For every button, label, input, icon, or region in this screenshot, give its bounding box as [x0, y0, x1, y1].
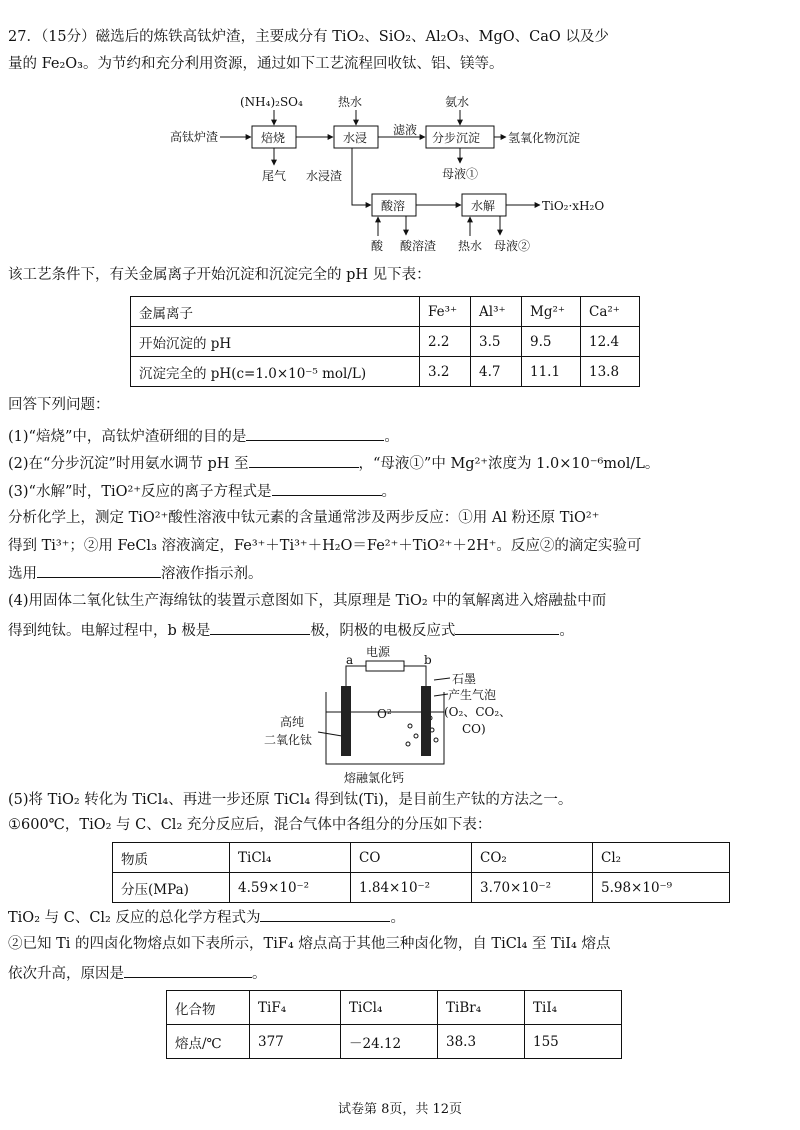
box-roast-label: 焙烧	[261, 131, 286, 145]
mp-cell: 377	[250, 1025, 341, 1059]
gases-line-1: (O₂、CO₂、	[444, 705, 512, 719]
table-row	[113, 873, 730, 903]
mp-cell: 熔点/℃	[167, 1025, 250, 1059]
power-source-label: 电源	[366, 645, 391, 659]
box-acid-dissolve-label: 酸溶	[381, 199, 406, 213]
ph-cell: 沉淀完全的 pH(c=1.0×10⁻⁵ mol/L)	[131, 357, 420, 387]
q4-line-1: (4)用固体二氧化钛生产海绵钛的装置示意图如下，其原理是 TiO₂ 中的氧解离进入熔融盐中而	[8, 593, 607, 609]
pressure-cell: 3.70×10⁻²	[472, 873, 593, 903]
ph-cell: 3.2	[420, 357, 471, 387]
answer-blank[interactable]	[260, 906, 390, 922]
mp-table-header	[167, 991, 622, 1025]
q5-2-text: 依次升高，原因是	[8, 966, 124, 982]
ph-cell: 11.1	[522, 357, 581, 387]
q1-end: 。	[384, 429, 399, 445]
ph-cell: 开始沉淀的 pH	[131, 327, 420, 357]
label-filtrate: 滤液	[393, 123, 418, 137]
q3b-text: 选用	[8, 566, 37, 582]
label-leach-residue: 水浸渣	[306, 169, 343, 183]
q3b-line-1: 分析化学上，测定 TiO²⁺酸性溶液中钛元素的含量通常涉及两步反应：①用 Al 粉还原 TiO²⁺	[8, 510, 600, 526]
q3b-line-3	[8, 562, 263, 584]
ph-header-cell: Mg²⁺	[522, 297, 581, 327]
pressure-header-cell: CO₂	[472, 843, 593, 873]
ph-table-header	[131, 297, 640, 327]
out-mother-liquor-2: 母液②	[494, 239, 531, 253]
q4-mid: 极，阴极的电极反应式	[310, 623, 456, 639]
flow-input: 高钛炉渣	[170, 130, 219, 144]
q3-text: (3)“水解”时，TiO²⁺反应的离子方程式是	[8, 484, 272, 500]
answer-blank[interactable]	[455, 619, 559, 635]
reagent-hot-water: 热水	[338, 95, 363, 109]
reagent-nh4so4: (NH₄)₂SO₄	[240, 95, 303, 109]
mp-header-cell: TiI₄	[525, 991, 622, 1025]
pressure-cell: 4.59×10⁻²	[230, 873, 351, 903]
graphite-label: 石墨	[452, 672, 477, 686]
answer-blank[interactable]	[210, 619, 310, 635]
q4-end: 。	[559, 623, 574, 639]
in-acid: 酸	[371, 239, 384, 253]
output-hydroxide: 氢氧化物沉淀	[508, 131, 581, 145]
ph-intro: 该工艺条件下，有关金属离子开始沉淀和沉淀完全的 pH 见下表：	[8, 267, 431, 283]
question-line-2: 量的 Fe₂O₃。为节约和充分利用资源，通过如下工艺流程回收钛、铝、镁等。	[8, 56, 504, 72]
mp-cell: 38.3	[438, 1025, 525, 1059]
mp-header-cell: TiCl₄	[341, 991, 438, 1025]
in-hot-water-2: 热水	[458, 239, 483, 253]
ph-cell: 13.8	[581, 357, 640, 387]
mp-header-cell: TiF₄	[250, 991, 341, 1025]
q3-end: 。	[381, 484, 397, 500]
output-tio2: TiO₂·xH₂O	[542, 199, 605, 213]
terminal-b: b	[424, 653, 432, 667]
pure-titania-line-1: 高纯	[280, 715, 305, 729]
table-row	[131, 357, 640, 387]
answer-intro: 回答下列问题：	[8, 397, 110, 413]
oxide-ion-label: O²⁻	[377, 707, 398, 721]
pure-titania-line-2: 二氧化钛	[264, 733, 313, 747]
ph-cell: 4.7	[471, 357, 522, 387]
answer-blank[interactable]	[246, 425, 384, 441]
q3b-end: 溶液作指示剂。	[161, 566, 263, 582]
pressure-header-cell: CO	[351, 843, 472, 873]
question-line-1: 27．（15分）磁选后的炼铁高钛炉渣，主要成分有 TiO₂、SiO₂、Al₂O₃、MgO、CaO 以及少	[8, 29, 609, 45]
q1	[8, 425, 399, 447]
out-acid-residue: 酸溶渣	[400, 239, 437, 253]
answer-blank[interactable]	[249, 452, 359, 468]
ph-cell: 3.5	[471, 327, 522, 357]
q3	[8, 480, 396, 502]
electrolysis-apparatus	[262, 640, 532, 790]
q5-eq	[8, 906, 405, 928]
q4-line-2	[8, 619, 574, 641]
q2-text: (2)在“分步沉淀”时用氨水调节 pH 至	[8, 456, 249, 472]
cathode-electrode	[341, 686, 351, 756]
q5-eq-end: 。	[390, 910, 405, 926]
ph-header-cell: 金属离子	[131, 297, 420, 327]
pressure-table	[112, 842, 730, 903]
q4-text: 得到纯钛。电解过程中，b 极是	[8, 623, 211, 639]
page-footer: 试卷第 8页，共 12页	[337, 1102, 463, 1117]
reagent-ammonia: 氨水	[445, 95, 470, 109]
pressure-header-cell: TiCl₄	[230, 843, 351, 873]
ph-cell: 9.5	[522, 327, 581, 357]
ph-header-cell: Ca²⁺	[581, 297, 640, 327]
mp-cell: －24.12	[341, 1025, 438, 1059]
q5-eq-text: TiO₂ 与 C、Cl₂ 反应的总化学方程式为	[8, 910, 261, 926]
box-hydrolysis-label: 水解	[471, 199, 496, 213]
answer-blank[interactable]	[124, 962, 252, 978]
electrolyte-label: 熔融氯化钙	[344, 771, 405, 785]
q2-mid: ，“母液①”中 Mg²⁺浓度为 1.0×10⁻⁶mol/L。	[358, 456, 660, 472]
ph-header-cell: Fe³⁺	[420, 297, 471, 327]
pressure-cell: 5.98×10⁻⁹	[593, 873, 730, 903]
mp-cell: 155	[525, 1025, 622, 1059]
terminal-a: a	[346, 653, 354, 667]
ph-cell: 2.2	[420, 327, 471, 357]
mp-header-cell: TiBr₄	[438, 991, 525, 1025]
q3b-line-2: 得到 Ti³⁺；②用 FeCl₃ 溶液滴定，Fe³⁺＋Ti³⁺＋H₂O＝Fe²⁺＋TiO²⁺＋2H⁺。反应②的滴定实验可	[8, 538, 642, 554]
q5-line-1: (5)将 TiO₂ 转化为 TiCl₄、再进一步还原 TiCl₄ 得到钛(Ti)，是目前生产钛的方法之一。	[8, 792, 573, 808]
q5-2-end: 。	[252, 966, 267, 982]
gases-line-2: CO)	[462, 722, 486, 736]
pressure-header-cell: Cl₂	[593, 843, 730, 873]
pressure-header-cell: 物质	[113, 843, 230, 873]
mp-header-cell: 化合物	[167, 991, 250, 1025]
process-flowchart	[170, 90, 630, 265]
q5-2-line-2	[8, 962, 267, 984]
pressure-cell: 1.84×10⁻²	[351, 873, 472, 903]
q2	[8, 452, 659, 474]
out-tail-gas: 尾气	[262, 169, 287, 183]
box-stepwise-precip-label: 分步沉淀	[432, 131, 481, 145]
pressure-cell: 分压(MPa)	[113, 873, 230, 903]
bubbles-label: 产生气泡	[448, 688, 497, 702]
box-water-leach-label: 水浸	[343, 131, 368, 145]
anode-electrode	[421, 686, 431, 756]
table-row	[167, 1025, 622, 1059]
q5-2-line-1: ②已知 Ti 的四卤化物熔点如下表所示，TiF₄ 熔点高于其他三种卤化物，自 TiCl₄ 至 TiI₄ 熔点	[8, 936, 611, 952]
ph-header-cell: Al³⁺	[471, 297, 522, 327]
table-row	[131, 327, 640, 357]
ph-table	[130, 296, 640, 387]
answer-blank[interactable]	[37, 562, 161, 578]
q5-line-2: ①600℃，TiO₂ 与 C、Cl₂ 充分反应后，混合气体中各组分的分压如下表：	[8, 817, 492, 833]
q1-text: (1)“焙烧”中，高钛炉渣研细的目的是	[8, 429, 247, 445]
out-mother-liquor-1: 母液①	[442, 167, 479, 181]
pressure-table-header	[113, 843, 730, 873]
answer-blank[interactable]	[272, 480, 382, 496]
ph-cell: 12.4	[581, 327, 640, 357]
melting-point-table	[166, 990, 622, 1059]
